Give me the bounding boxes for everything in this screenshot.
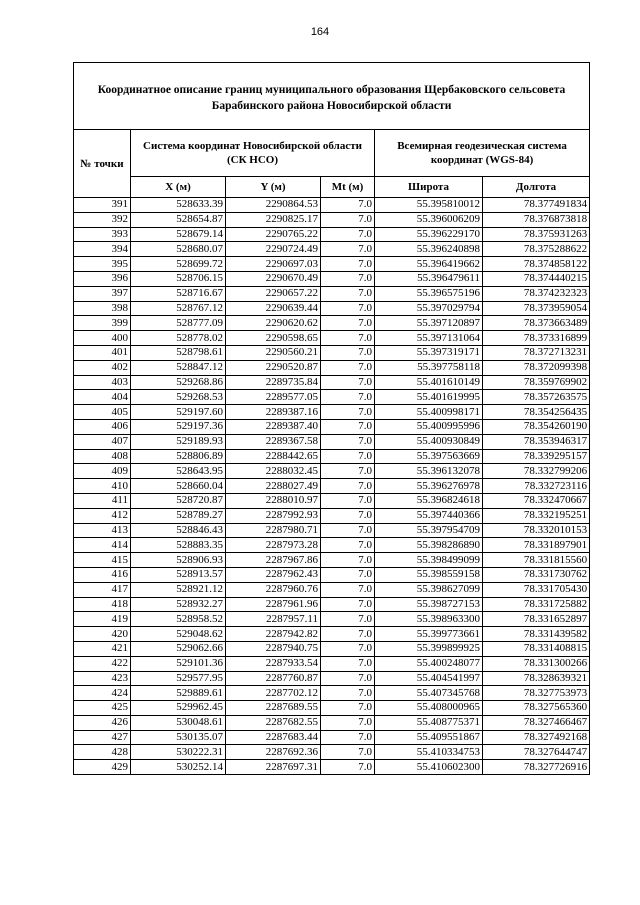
table-row [74,582,590,597]
local-system-header: Система координат Новосибирской области (СК НСО) [131,130,375,177]
table-row [74,286,590,301]
x-cell: 529197.60 [131,405,226,420]
mt-cell: 7.0 [321,567,375,582]
point-number-cell: 395 [74,257,131,272]
longitude-cell: 78.374858122 [483,257,590,272]
table-row [74,627,590,642]
longitude-cell: 78.373316899 [483,331,590,346]
point-number-cell: 393 [74,227,131,242]
table-row [74,301,590,316]
document-title: Координатное описание границ муниципального образования Щербаковского сельсовета Барабинского района Новосибирской области [74,63,590,130]
table-row [74,434,590,449]
latitude-cell: 55.395810012 [375,198,483,213]
y-cell: 2288032.45 [226,464,321,479]
point-number-cell: 426 [74,715,131,730]
x-cell: 528906.93 [131,553,226,568]
latitude-cell: 55.396006209 [375,212,483,227]
x-cell: 528679.14 [131,227,226,242]
mt-cell: 7.0 [321,597,375,612]
point-number-cell: 404 [74,390,131,405]
page-number: 164 [310,26,330,38]
point-number-cell: 422 [74,656,131,671]
longitude-cell: 78.374440215 [483,271,590,286]
latitude-cell: 55.396132078 [375,464,483,479]
latitude-cell: 55.398499099 [375,553,483,568]
x-cell: 528789.27 [131,508,226,523]
point-number-cell: 416 [74,567,131,582]
latitude-cell: 55.397758118 [375,360,483,375]
y-cell: 2290765.22 [226,227,321,242]
longitude-cell: 78.375931263 [483,227,590,242]
y-cell: 2287933.54 [226,656,321,671]
longitude-cell: 78.327644747 [483,745,590,760]
longitude-cell: 78.373959054 [483,301,590,316]
y-cell: 2288442.65 [226,449,321,464]
mt-cell: 7.0 [321,434,375,449]
x-cell: 529889.61 [131,686,226,701]
latitude-cell: 55.410334753 [375,745,483,760]
y-cell: 2287940.75 [226,641,321,656]
x-cell: 528720.87 [131,493,226,508]
longitude-cell: 78.331652897 [483,612,590,627]
latitude-cell: 55.396229170 [375,227,483,242]
point-number-cell: 417 [74,582,131,597]
column-header-longitude: Долгота [483,177,590,198]
x-cell: 528806.89 [131,449,226,464]
longitude-cell: 78.327565360 [483,701,590,716]
x-cell: 528767.12 [131,301,226,316]
point-number-cell: 399 [74,316,131,331]
longitude-cell: 78.332195251 [483,508,590,523]
x-cell: 529577.95 [131,671,226,686]
point-number-cell: 394 [74,242,131,257]
wgs-system-header: Всемирная геодезическая система координат (WGS-84) [375,130,590,177]
y-cell: 2289387.40 [226,419,321,434]
point-number-cell: 405 [74,405,131,420]
table-row [74,538,590,553]
latitude-cell: 55.396419662 [375,257,483,272]
y-cell: 2290598.65 [226,331,321,346]
mt-cell: 7.0 [321,538,375,553]
latitude-cell: 55.396276978 [375,479,483,494]
mt-cell: 7.0 [321,242,375,257]
longitude-cell: 78.354256435 [483,405,590,420]
table-row [74,198,590,213]
table-row [74,345,590,360]
point-number-cell: 391 [74,198,131,213]
x-cell: 528883.35 [131,538,226,553]
longitude-cell: 78.332723116 [483,479,590,494]
table-row [74,567,590,582]
y-cell: 2287992.93 [226,508,321,523]
mt-cell: 7.0 [321,612,375,627]
point-number-cell: 420 [74,627,131,642]
longitude-cell: 78.327492168 [483,730,590,745]
table-row [74,553,590,568]
mt-cell: 7.0 [321,375,375,390]
longitude-cell: 78.328639321 [483,671,590,686]
longitude-cell: 78.331730762 [483,567,590,582]
latitude-cell: 55.400930849 [375,434,483,449]
point-number-cell: 398 [74,301,131,316]
latitude-cell: 55.398963300 [375,612,483,627]
column-header-mt: Mt (м) [321,177,375,198]
table-row [74,242,590,257]
point-number-cell: 400 [74,331,131,346]
latitude-cell: 55.399773661 [375,627,483,642]
table-row [74,715,590,730]
point-number-cell: 397 [74,286,131,301]
latitude-cell: 55.397319171 [375,345,483,360]
longitude-cell: 78.375288622 [483,242,590,257]
longitude-cell: 78.374232323 [483,286,590,301]
x-cell: 530252.14 [131,760,226,775]
longitude-cell: 78.372713231 [483,345,590,360]
longitude-cell: 78.332799206 [483,464,590,479]
table-row [74,316,590,331]
point-number-cell: 410 [74,479,131,494]
y-cell: 2290560.21 [226,345,321,360]
latitude-cell: 55.408000965 [375,701,483,716]
longitude-cell: 78.327726916 [483,760,590,775]
point-number-cell: 419 [74,612,131,627]
mt-cell: 7.0 [321,686,375,701]
mt-cell: 7.0 [321,419,375,434]
y-cell: 2287962.43 [226,567,321,582]
mt-cell: 7.0 [321,656,375,671]
longitude-cell: 78.353946317 [483,434,590,449]
y-cell: 2287689.55 [226,701,321,716]
x-cell: 528846.43 [131,523,226,538]
longitude-cell: 78.331705430 [483,582,590,597]
point-number-cell: 409 [74,464,131,479]
mt-cell: 7.0 [321,271,375,286]
y-cell: 2287697.31 [226,760,321,775]
table-row [74,730,590,745]
mt-cell: 7.0 [321,745,375,760]
x-cell: 528921.12 [131,582,226,597]
latitude-cell: 55.396575196 [375,286,483,301]
longitude-cell: 78.339295157 [483,449,590,464]
table-row [74,508,590,523]
mt-cell: 7.0 [321,523,375,538]
x-cell: 529962.45 [131,701,226,716]
longitude-cell: 78.331815560 [483,553,590,568]
longitude-cell: 78.331897901 [483,538,590,553]
x-cell: 528680.07 [131,242,226,257]
latitude-cell: 55.400998171 [375,405,483,420]
latitude-cell: 55.401610149 [375,375,483,390]
table-row [74,701,590,716]
longitude-cell: 78.327753973 [483,686,590,701]
table-row [74,375,590,390]
table-row [74,597,590,612]
x-cell: 528633.39 [131,198,226,213]
y-cell: 2287683.44 [226,730,321,745]
latitude-cell: 55.397120897 [375,316,483,331]
mt-cell: 7.0 [321,582,375,597]
x-cell: 528660.04 [131,479,226,494]
point-number-cell: 428 [74,745,131,760]
point-number-cell: 411 [74,493,131,508]
table-row [74,656,590,671]
latitude-cell: 55.400995996 [375,419,483,434]
y-cell: 2288010.97 [226,493,321,508]
table-row [74,464,590,479]
y-cell: 2287682.55 [226,715,321,730]
column-header-x: X (м) [131,177,226,198]
mt-cell: 7.0 [321,553,375,568]
x-cell: 530048.61 [131,715,226,730]
longitude-cell: 78.331439582 [483,627,590,642]
longitude-cell: 78.354260190 [483,419,590,434]
mt-cell: 7.0 [321,316,375,331]
mt-cell: 7.0 [321,257,375,272]
mt-cell: 7.0 [321,405,375,420]
table-row [74,227,590,242]
longitude-cell: 78.373663489 [483,316,590,331]
mt-cell: 7.0 [321,760,375,775]
mt-cell: 7.0 [321,671,375,686]
point-number-cell: 392 [74,212,131,227]
latitude-cell: 55.397954709 [375,523,483,538]
longitude-cell: 78.372099398 [483,360,590,375]
table-row [74,479,590,494]
point-number-cell: 418 [74,597,131,612]
table-row [74,449,590,464]
y-cell: 2287973.28 [226,538,321,553]
x-cell: 528778.02 [131,331,226,346]
mt-cell: 7.0 [321,198,375,213]
mt-cell: 7.0 [321,641,375,656]
latitude-cell: 55.397029794 [375,301,483,316]
y-cell: 2289577.05 [226,390,321,405]
latitude-cell: 55.404541997 [375,671,483,686]
point-number-cell: 403 [74,375,131,390]
y-cell: 2287960.76 [226,582,321,597]
x-cell: 528654.87 [131,212,226,227]
latitude-cell: 55.398559158 [375,567,483,582]
longitude-cell: 78.377491834 [483,198,590,213]
y-cell: 2289387.16 [226,405,321,420]
point-number-cell: 427 [74,730,131,745]
longitude-cell: 78.332010153 [483,523,590,538]
longitude-cell: 78.376873818 [483,212,590,227]
y-cell: 2290825.17 [226,212,321,227]
mt-cell: 7.0 [321,212,375,227]
y-cell: 2290864.53 [226,198,321,213]
y-cell: 2290639.44 [226,301,321,316]
latitude-cell: 55.398286890 [375,538,483,553]
latitude-cell: 55.409551867 [375,730,483,745]
point-number-cell: 421 [74,641,131,656]
table-row [74,212,590,227]
coordinates-table [73,62,590,775]
y-cell: 2287980.71 [226,523,321,538]
y-cell: 2290670.49 [226,271,321,286]
y-cell: 2287692.36 [226,745,321,760]
y-cell: 2287702.12 [226,686,321,701]
y-cell: 2289735.84 [226,375,321,390]
x-cell: 528716.67 [131,286,226,301]
column-header-y: Y (м) [226,177,321,198]
x-cell: 528798.61 [131,345,226,360]
table-row [74,671,590,686]
x-cell: 528643.95 [131,464,226,479]
mt-cell: 7.0 [321,286,375,301]
x-cell: 530222.31 [131,745,226,760]
x-cell: 528847.12 [131,360,226,375]
point-number-cell: 429 [74,760,131,775]
table-row [74,745,590,760]
latitude-cell: 55.400248077 [375,656,483,671]
longitude-cell: 78.331408815 [483,641,590,656]
y-cell: 2287942.82 [226,627,321,642]
point-number-header: № точки [74,130,131,198]
point-number-cell: 415 [74,553,131,568]
latitude-cell: 55.401619995 [375,390,483,405]
x-cell: 528958.52 [131,612,226,627]
point-number-cell: 402 [74,360,131,375]
table-row [74,331,590,346]
point-number-cell: 406 [74,419,131,434]
point-number-cell: 423 [74,671,131,686]
mt-cell: 7.0 [321,390,375,405]
mt-cell: 7.0 [321,360,375,375]
table-row [74,390,590,405]
y-cell: 2287967.86 [226,553,321,568]
latitude-cell: 55.397563669 [375,449,483,464]
point-number-cell: 401 [74,345,131,360]
table-row [74,523,590,538]
table-row [74,641,590,656]
mt-cell: 7.0 [321,449,375,464]
y-cell: 2287957.11 [226,612,321,627]
x-cell: 529062.66 [131,641,226,656]
point-number-cell: 407 [74,434,131,449]
latitude-cell: 55.408775371 [375,715,483,730]
table-row [74,257,590,272]
column-header-latitude: Широта [375,177,483,198]
table-body [74,198,590,775]
longitude-cell: 78.327466467 [483,715,590,730]
y-cell: 2290620.62 [226,316,321,331]
point-number-cell: 396 [74,271,131,286]
mt-cell: 7.0 [321,701,375,716]
y-cell: 2290520.87 [226,360,321,375]
mt-cell: 7.0 [321,227,375,242]
y-cell: 2287961.96 [226,597,321,612]
x-cell: 528777.09 [131,316,226,331]
mt-cell: 7.0 [321,730,375,745]
mt-cell: 7.0 [321,464,375,479]
point-number-cell: 424 [74,686,131,701]
longitude-cell: 78.331725882 [483,597,590,612]
y-cell: 2289367.58 [226,434,321,449]
x-cell: 529048.62 [131,627,226,642]
table-row [74,271,590,286]
mt-cell: 7.0 [321,508,375,523]
table-row [74,419,590,434]
table-row [74,405,590,420]
latitude-cell: 55.410602300 [375,760,483,775]
table-row [74,360,590,375]
x-cell: 528932.27 [131,597,226,612]
mt-cell: 7.0 [321,301,375,316]
table-row [74,493,590,508]
latitude-cell: 55.398627099 [375,582,483,597]
latitude-cell: 55.397440366 [375,508,483,523]
longitude-cell: 78.332470667 [483,493,590,508]
x-cell: 528913.57 [131,567,226,582]
mt-cell: 7.0 [321,493,375,508]
longitude-cell: 78.359769902 [483,375,590,390]
x-cell: 530135.07 [131,730,226,745]
mt-cell: 7.0 [321,331,375,346]
table-row [74,612,590,627]
point-number-cell: 412 [74,508,131,523]
table-row [74,760,590,775]
latitude-cell: 55.396824618 [375,493,483,508]
mt-cell: 7.0 [321,627,375,642]
x-cell: 529101.36 [131,656,226,671]
mt-cell: 7.0 [321,345,375,360]
latitude-cell: 55.407345768 [375,686,483,701]
mt-cell: 7.0 [321,479,375,494]
x-cell: 529189.93 [131,434,226,449]
y-cell: 2290697.03 [226,257,321,272]
latitude-cell: 55.398727153 [375,597,483,612]
latitude-cell: 55.397131064 [375,331,483,346]
x-cell: 528699.72 [131,257,226,272]
x-cell: 529268.53 [131,390,226,405]
longitude-cell: 78.331300266 [483,656,590,671]
latitude-cell: 55.396240898 [375,242,483,257]
y-cell: 2290724.49 [226,242,321,257]
point-number-cell: 413 [74,523,131,538]
y-cell: 2290657.22 [226,286,321,301]
y-cell: 2288027.49 [226,479,321,494]
latitude-cell: 55.396479611 [375,271,483,286]
point-number-cell: 414 [74,538,131,553]
latitude-cell: 55.399899925 [375,641,483,656]
y-cell: 2287760.87 [226,671,321,686]
x-cell: 529197.36 [131,419,226,434]
x-cell: 528706.15 [131,271,226,286]
point-number-cell: 425 [74,701,131,716]
mt-cell: 7.0 [321,715,375,730]
table-row [74,686,590,701]
point-number-cell: 408 [74,449,131,464]
x-cell: 529268.86 [131,375,226,390]
longitude-cell: 78.357263575 [483,390,590,405]
